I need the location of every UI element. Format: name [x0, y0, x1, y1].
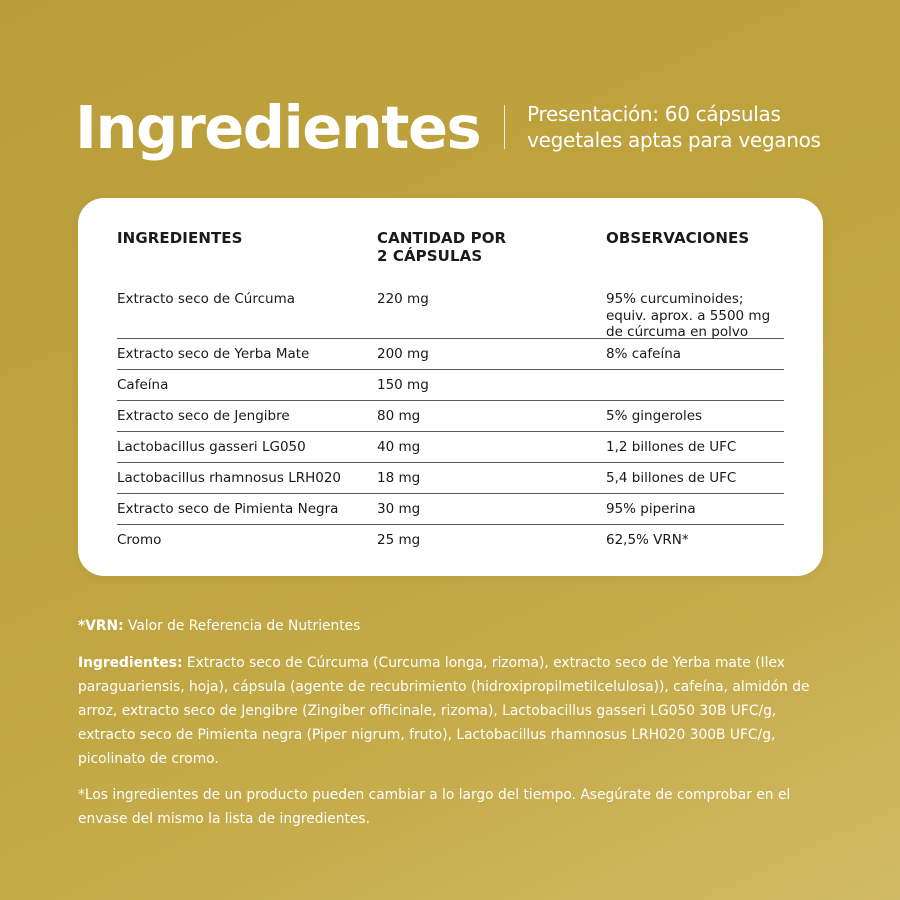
cell-note: 1,2 billones de UFC	[606, 438, 737, 455]
cell-note: 5,4 billones de UFC	[606, 469, 737, 486]
vrn-text: Valor de Referencia de Nutrientes	[123, 618, 361, 634]
table-row	[117, 370, 784, 401]
cell-amount: 80 mg	[377, 407, 421, 424]
presentation-line-1: Presentación: 60 cápsulas	[527, 102, 781, 126]
header-divider	[504, 105, 505, 149]
ingredients-label: Ingredientes:	[78, 655, 183, 671]
cell-ingredient: Cromo	[117, 532, 162, 548]
column-header-ingredient: INGREDIENTES	[117, 229, 243, 247]
presentation-line-2: vegetales aptas para veganos	[527, 128, 821, 152]
ingredients-list	[78, 651, 823, 771]
column-header-amount-line-1: CANTIDAD POR	[377, 229, 507, 247]
cell-note	[606, 291, 784, 338]
cell-ingredient: Extracto seco de Cúrcuma	[117, 291, 296, 307]
cell-amount: 220 mg	[377, 291, 429, 307]
cell-note-line: de cúrcuma en polvo	[606, 324, 749, 340]
cell-amount: 40 mg	[377, 438, 421, 455]
disclaimer: *Los ingredientes de un producto pueden cambiar a lo largo del tiempo. Asegúrate de comprobar en el envase del mismo la lista de ingredientes.	[78, 787, 791, 827]
cell-note: 5% gingeroles	[606, 407, 703, 424]
footnotes	[78, 614, 823, 831]
cell-ingredient: Cafeína	[117, 376, 169, 393]
cell-amount: 150 mg	[377, 376, 429, 393]
table-row	[117, 463, 784, 494]
ingredients-table	[117, 229, 784, 556]
table-row	[117, 494, 784, 525]
cell-amount: 25 mg	[377, 532, 421, 548]
cell-ingredient: Lactobacillus rhamnosus LRH020	[117, 469, 342, 486]
cell-amount: 18 mg	[377, 469, 421, 486]
table-row	[117, 339, 784, 370]
column-header-amount-line-2: 2 CÁPSULAS	[377, 247, 483, 265]
page-title: Ingredientes	[75, 92, 481, 162]
cell-note: 8% cafeína	[606, 345, 682, 362]
ingredients-card	[78, 198, 823, 576]
ingredients-text: Extracto seco de Cúrcuma (Curcuma longa, rizoma), extracto seco de Yerba mate (Ilex paraguariensis, hoja), cápsula (agente de recubrimiento (hidroxipropilmetilcelulosa)), cafeína, almidón de arroz, extracto seco de Jengibre (Zingiber officinale, rizoma), Lactobacillus gasseri LG050 30B UFC/g, extracto seco de Pimienta negra (Piper nigrum, fruto), Lactobacillus rhamnosus LRH020 300B UFC/g, picolinato de cromo.	[78, 655, 810, 767]
cell-ingredient: Extracto seco de Jengibre	[117, 407, 290, 424]
cell-note-line: 95% curcuminoides;	[606, 291, 744, 307]
column-header-amount	[377, 229, 606, 287]
vrn-label: *VRN:	[78, 618, 124, 634]
cell-note: 95% piperina	[606, 500, 696, 517]
cell-ingredient: Extracto seco de Pimienta Negra	[117, 500, 339, 517]
vrn-note	[78, 614, 823, 638]
cell-note-line: equiv. aprox. a 5500 mg	[606, 307, 771, 324]
table-row	[117, 287, 784, 339]
cell-amount: 200 mg	[377, 345, 429, 362]
table-row	[117, 432, 784, 463]
cell-ingredient: Lactobacillus gasseri LG050	[117, 438, 306, 455]
cell-note: 62,5% VRN*	[606, 532, 689, 548]
table-row	[117, 525, 784, 556]
table-header	[117, 229, 784, 287]
header	[75, 92, 865, 162]
cell-amount: 30 mg	[377, 500, 421, 517]
table-row	[117, 401, 784, 432]
column-header-notes: OBSERVACIONES	[606, 229, 750, 247]
presentation-text	[527, 101, 865, 153]
cell-ingredient: Extracto seco de Yerba Mate	[117, 345, 310, 362]
